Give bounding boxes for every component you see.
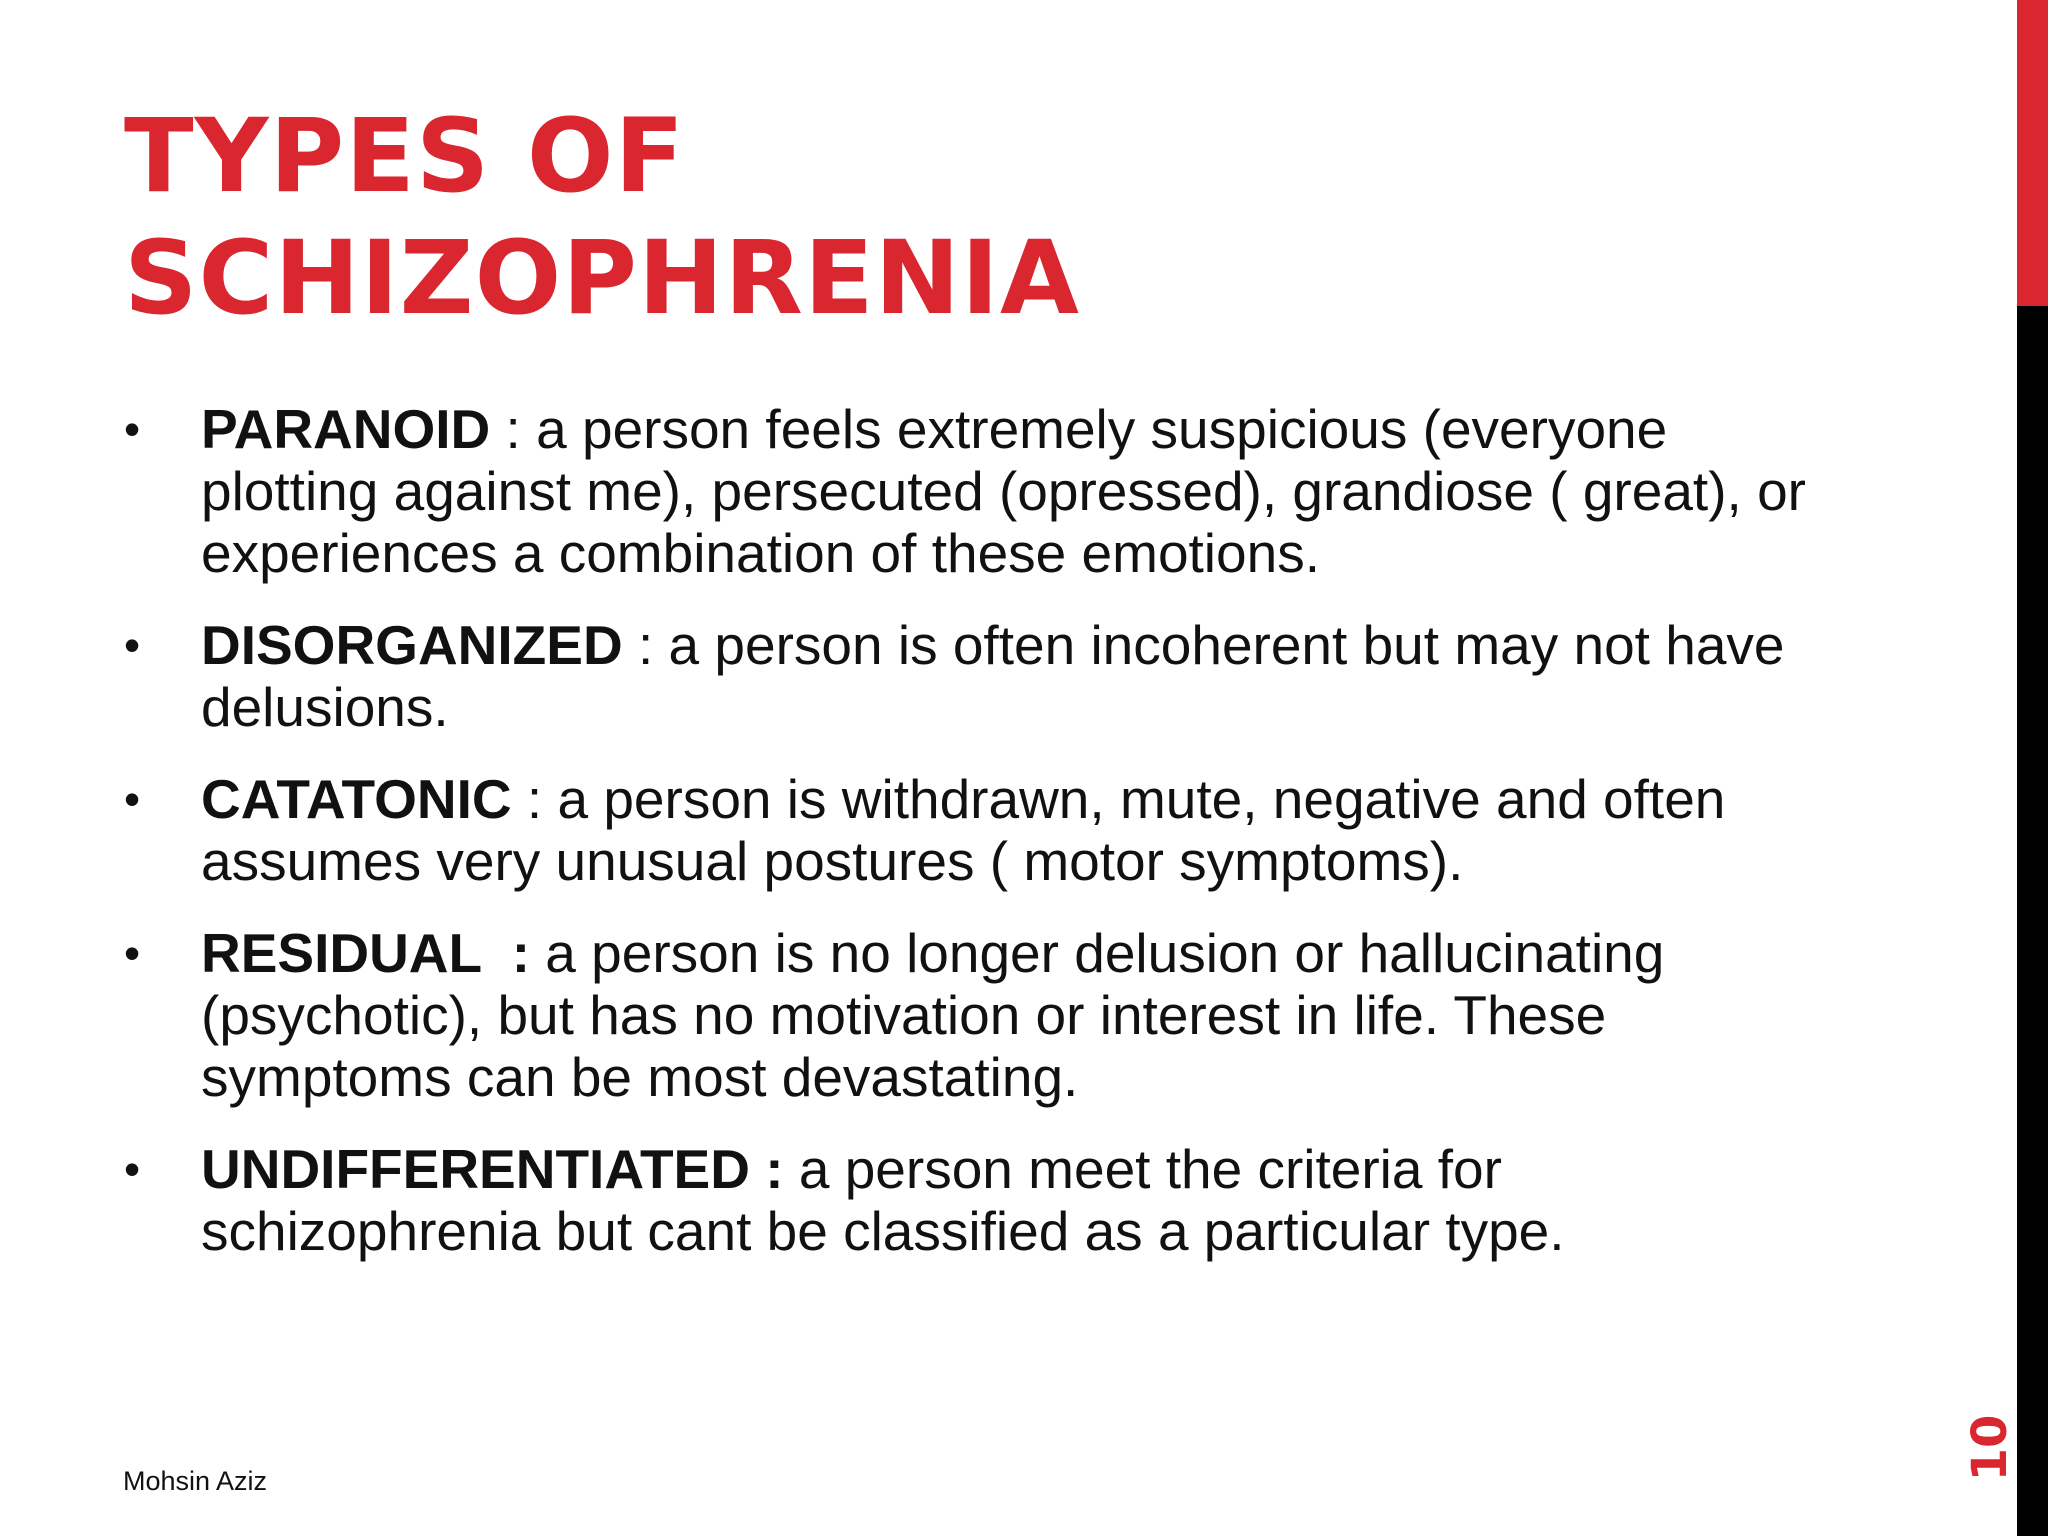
type-term: UNDIFFERENTIATED : [201, 1138, 784, 1200]
type-description: : a person feels extremely suspicious (everyone plotting against me), persecuted (opressed), grandiose ( great), or experiences a combination of these emotions. [201, 398, 1822, 584]
type-term: RESIDUAL : [201, 922, 531, 984]
list-item-disorganized [120, 614, 1820, 738]
accent-bar-red [2017, 0, 2048, 306]
bullet-icon: • [124, 773, 141, 825]
type-description: a person meet the criteria for schizophrenia but cant be classified as a particular type. [201, 1138, 1565, 1262]
schizophrenia-types-list [120, 398, 1820, 1292]
type-description: : a person is often incoherent but may not have delusions. [201, 614, 1800, 738]
bullet-icon: • [124, 403, 141, 455]
list-item-paranoid [120, 398, 1820, 584]
type-description: a person is no longer delusion or hallucinating (psychotic), but has no motivation or interest in life. These symptoms can be most devastating. [201, 922, 1680, 1108]
type-term: CATATONIC [201, 768, 512, 830]
slide-title-line-2: SCHIZOPHRENIA [124, 219, 1080, 338]
slide-title [124, 96, 1080, 340]
list-item-undifferentiated [120, 1138, 1820, 1262]
slide-title-line-1: TYPES OF [124, 97, 686, 216]
type-term: DISORGANIZED [201, 614, 623, 676]
list-item-catatonic [120, 768, 1820, 892]
bullet-icon: • [124, 927, 141, 979]
type-term: PARANOID [201, 398, 491, 460]
footer-author: Mohsin Aziz [123, 1466, 268, 1496]
bullet-icon: • [124, 1143, 141, 1195]
bullet-icon: • [124, 619, 141, 671]
type-description: : a person is withdrawn, mute, negative and often assumes very unusual postures ( motor symptoms). [201, 768, 1741, 892]
page-number: 10 [1962, 1414, 2018, 1482]
list-item-residual [120, 922, 1820, 1108]
accent-bar-black [2017, 306, 2048, 1536]
